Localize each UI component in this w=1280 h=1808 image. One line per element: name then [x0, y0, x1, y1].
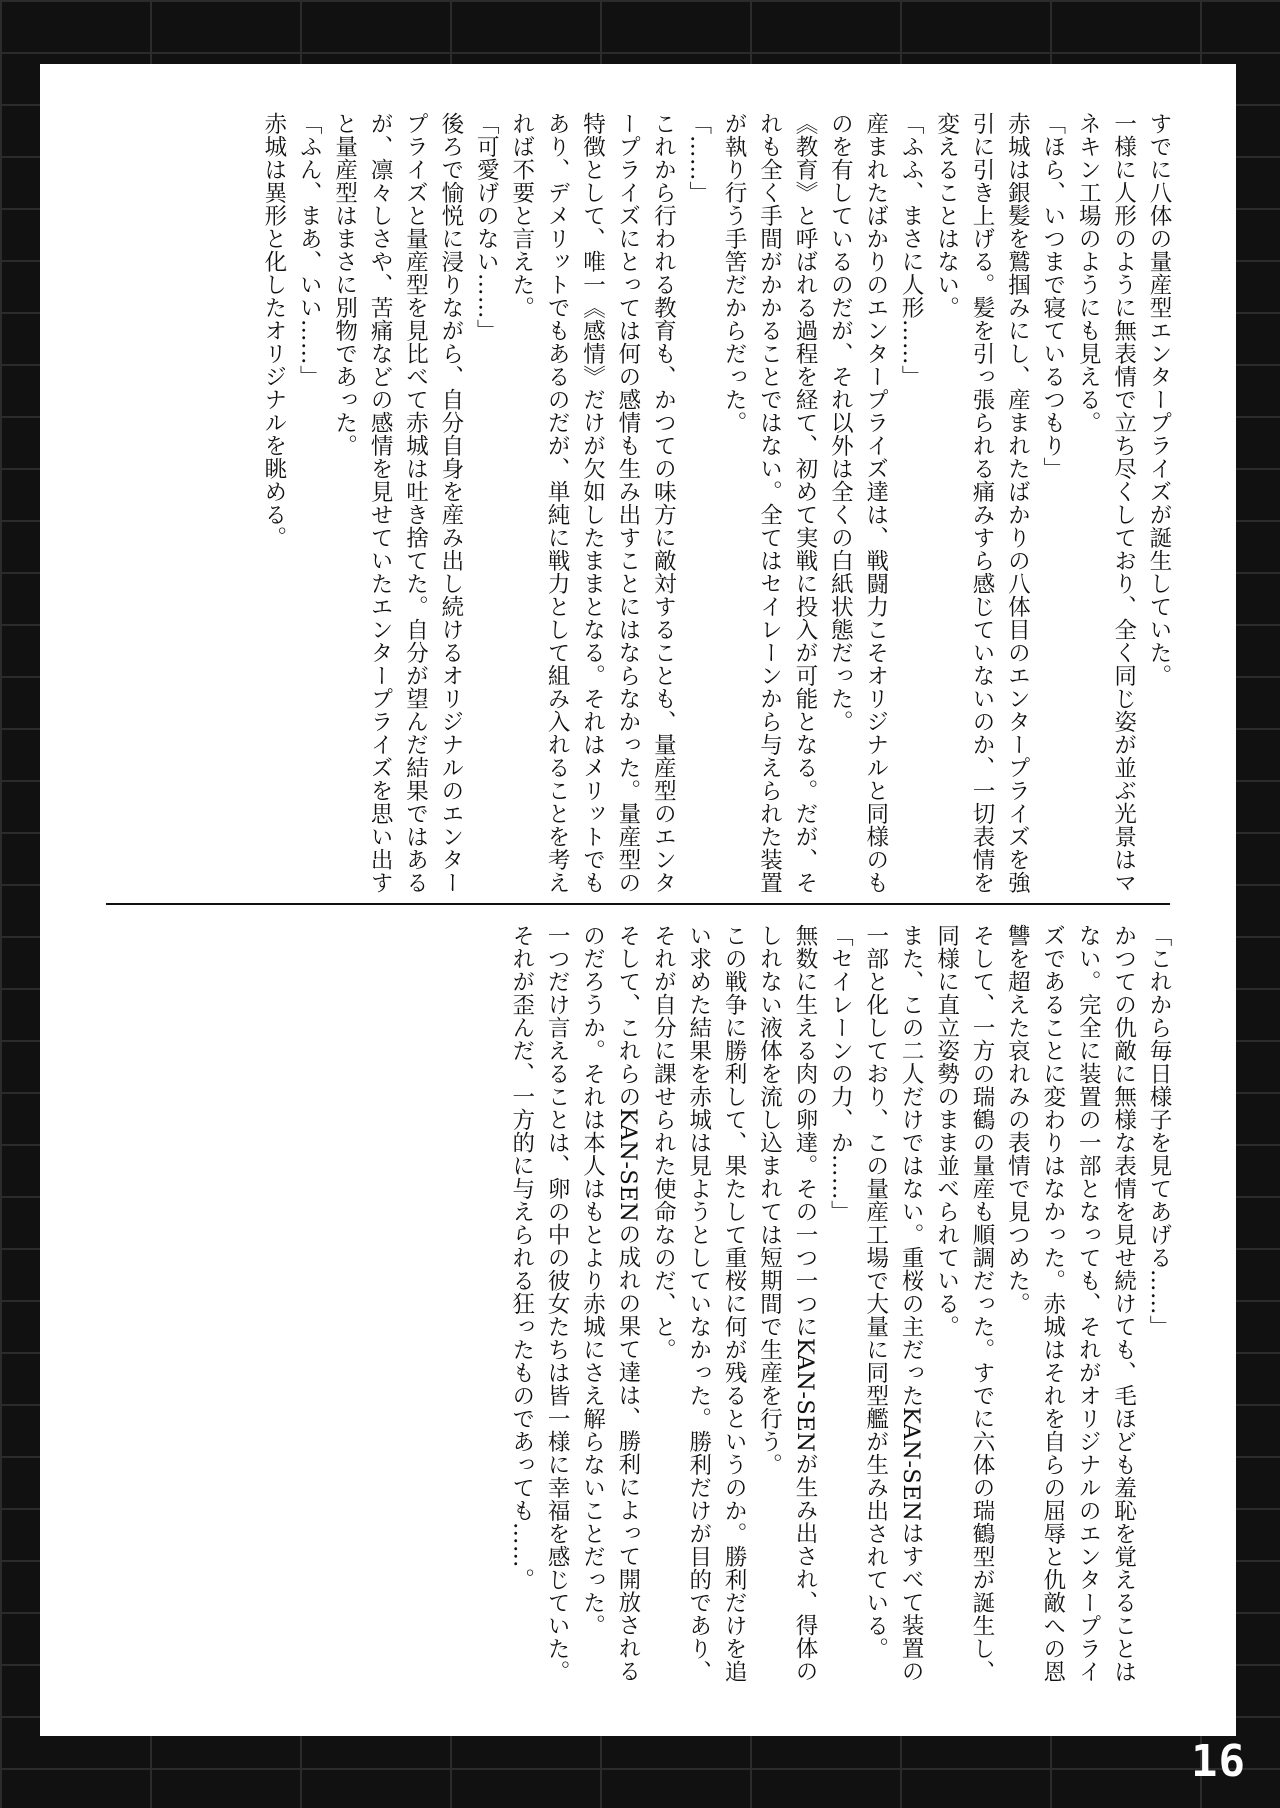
paragraph: 赤城は異形と化したオリジナルを眺める。 [260, 112, 287, 549]
paragraph: 産まれたばかりのエンタープライズ達は、戦闘力こそオリジナルと同様のものを有しているのだが、それ以外は全くの白紙状態だった。 [827, 112, 889, 894]
text-block-bottom [100, 924, 1176, 1704]
paragraph: すでに八体の量産型エンタープライズが誕生していた。 [1146, 112, 1172, 687]
dialogue-line: 「可愛げのない……」 [473, 112, 500, 342]
paragraph: また、この二人だけではない。重桜の主だったKAN-SENはすべて装置の一部と化しており、この量産工場で大量に同型艦が生み出されている。 [862, 924, 925, 1683]
dialogue-line: 「……」 [685, 112, 712, 204]
paragraph: 後ろで愉悦に浸りながら、自分自身を産み出し続けるオリジナルのエンタープライズと量産型を見比べて赤城は吐き捨てた。自分が望んだ結果ではあるが、凛々しさや、苦痛などの感情を見せていたエンタープライズを思い出すと量産型はまさに別物であった。 [331, 112, 464, 894]
paragraph: 《教育》と呼ばれる過程を経て、初めて実戦に投入が可能となる。だが、それも全く手間がかかることではない。全てはセイレーンから与えられた装置が執り行う手筈だからだった。 [721, 112, 818, 894]
dialogue-line: 「ふん、まあ、いい……」 [296, 112, 323, 388]
dialogue-line: 「これから毎日様子を見てあげる……」 [1146, 924, 1172, 1338]
text-block-top [100, 112, 1176, 894]
dialogue-line: 「ほら、いつまで寝ているつもり」 [1039, 112, 1066, 480]
dialogue-line: 「ふふ、まさに人形……」 [898, 112, 925, 388]
dialogue-line: 「セイレーンの力、か……」 [827, 924, 854, 1223]
paragraph: そして、一方の瑞鶴の量産も順調だった。すでに六体の瑞鶴型が誕生し、同様に直立姿勢のまま並べられている。 [933, 924, 995, 1683]
section-divider [106, 903, 1170, 905]
paragraph: この戦争に勝利して、果たして重桜に何が残るというのか。勝利だけを追い求めた結果を赤城は見ようとしていなかった。勝利だけが目的であり、それが自分に課せられた使命なのだ、と。 [650, 924, 748, 1683]
paragraph: それが歪んだ、一方的に与えられる狂ったものであっても……。 [508, 924, 535, 1591]
paragraph: 一つだけ言えることは、卵の中の彼女たちは皆一様に幸福を感じていた。 [544, 924, 571, 1683]
paragraph: そして、これらのKAN-SENの成れの果て達は、勝利によって開放されるのだろうか。それは本人はもとより赤城にさえ解らないことだった。 [579, 924, 641, 1683]
paragraph: 赤城は銀髪を鷲掴みにし、産まれたばかりの八体目のエンタープライズを強引に引き上げる。髪を引っ張られる痛みすら感じていないのか、一切表情を変えることはない。 [933, 112, 1031, 894]
paragraph: かつての仇敵に無様な表情を見せ続けても、毛ほども羞恥を覚えることはない。完全に装置の一部となっても、それがオリジナルのエンタープライズであることに変わりはなかった。赤城はそれを自らの屈辱と仇敵への恩讐を超えた哀れみの表情で見つめた。 [1004, 924, 1137, 1683]
page-number: 16 [1191, 1736, 1246, 1787]
manuscript-page [40, 64, 1236, 1736]
paragraph: 一様に人形のように無表情で立ち尽くしており、全く同じ姿が並ぶ光景はマネキン工場のようにも見える。 [1075, 112, 1137, 894]
paragraph: 無数に生える肉の卵達。その一つ一つにKAN-SENが生み出され、得体のしれない液体を流し込まれては短期間で生産を行う。 [756, 924, 818, 1683]
paragraph: これから行われる教育も、かつての味方に敵対することも、量産型のエンタープライズにとっては何の感情も生み出すことにはならなかった。量産型の特徴として、唯一《感情》だけが欠如したままとなる。それはメリットでもあり、デメリットでもあるのだが、単純に戦力として組み入れることを考えれば不要と言えた。 [508, 112, 677, 894]
